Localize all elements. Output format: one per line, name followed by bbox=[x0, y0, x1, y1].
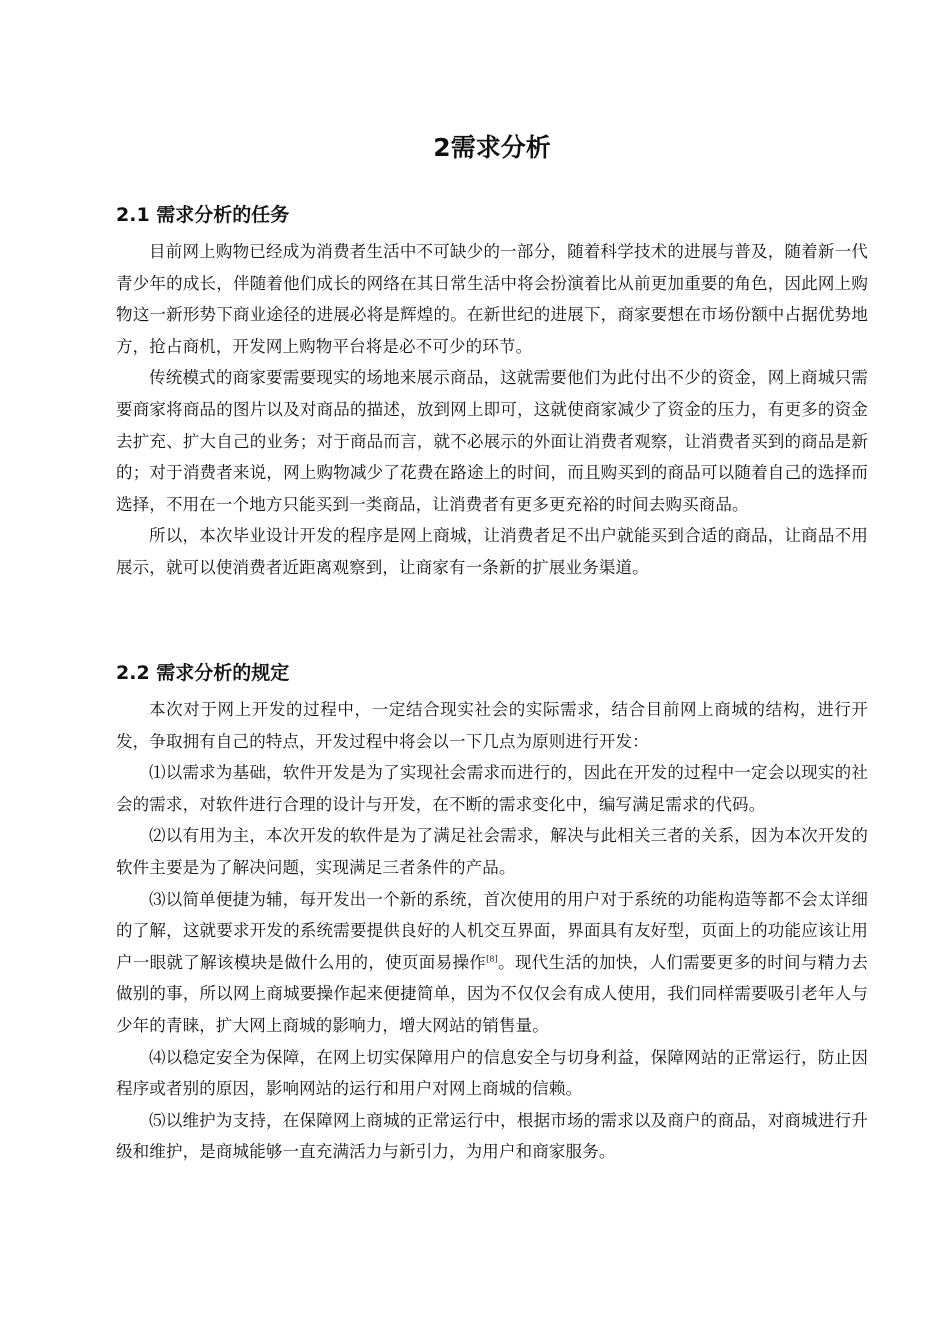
intro-paragraph: 本次对于网上开发的过程中，一定结合现实社会的实际需求，结合目前网上商城的结构，进行开发，争取拥有自己的特点，开发过程中将会以一下几点为原则进行开发： bbox=[116, 700, 868, 751]
paragraph: 目前网上购物已经成为消费者生活中不可缺少的一部分，随着科学技术的进展与普及，随着新一代青少年的成长，伴随着他们成长的网络在其日常生活中将会扮演着比从前更加重要的角色，因此网上购物这一新形势下商业途径的进展必将是辉煌的。在新世纪的进展下，商家要想在市场份额中占据优势地方，抢占商机，开发网上购物平台将是必不可少的环节。 bbox=[116, 242, 868, 356]
principle-item-4: ⑷以稳定安全为保障，在网上切实保障用户的信息安全与切身利益，保障网站的正常运行，防止因程序或者别的原因，影响网站的运行和用户对网上商城的信赖。 bbox=[116, 1047, 868, 1099]
principle-item-1: ⑴以需求为基础，软件开发是为了实现社会需求而进行的，因此在开发的过程中一定会以现实的社会的需求，对软件进行合理的设计与开发，在不断的需求变化中，编写满足需求的代码。 bbox=[116, 763, 868, 814]
chapter-title: 2需求分析 bbox=[433, 133, 551, 162]
section-2-2 bbox=[116, 658, 868, 1168]
paragraph: 传统模式的商家要需要现实的场地来展示商品，这就需要他们为此付出不少的资金，网上商城只需要商家将商品的图片以及对商品的描述，放到网上即可，这就使商家减少了资金的压力，有更多的资金去扩充、扩大自己的业务；对于商品而言，就不必展示的外面让消费者观察，让消费者买到的商品是新的；对于消费者来说，网上购物减少了花费在路途上的时间，而且购买到的商品可以随着自己的选择而选择，不用在一个地方只能买到一类商品，让消费者有更多更充裕的时间去购买商品。 bbox=[116, 368, 868, 514]
principle-item-5: ⑸以维护为支持，在保障网上商城的正常运行中，根据市场的需求以及商户的商品，对商城进行升级和维护，是商城能够一直充满活力与新引力，为用户和商家服务。 bbox=[116, 1110, 868, 1162]
citation-marker: [8] bbox=[486, 954, 498, 964]
principle-item-3-text-after: 。现代生活的加快，人们需要更多的时间与精力去做别的事，所以网上商城要操作起来便捷简单，因为不仅仅会有成人使用，我们同样需要吸引老年人与少年的青睐，扩大网上商城的影响力，增大网站的销售量。 bbox=[116, 952, 868, 1035]
principle-item-3-text-before: ⑶以简单便捷为辅，每开发出一个新的系统，首次使用的用户对于系统的功能构造等都不会太详细的了解，这就要求开发的系统需要提供良好的人机交互界面，界面具有友好型，页面上的功能应该让用户一眼就了解该模块是做什么用的，使页面易操作 bbox=[116, 889, 868, 972]
principle-item-3 bbox=[116, 884, 868, 1042]
paragraph: 所以，本次毕业设计开发的程序是网上商城，让消费者足不出户就能买到合适的商品，让商品不用展示，就可以使消费者近距离观察到，让商家有一条新的扩展业务渠道。 bbox=[116, 526, 868, 577]
principle-item-2: ⑵以有用为主，本次开发的软件是为了满足社会需求，解决与此相关三者的关系，因为本次开发的软件主要是为了解决问题，实现满足三者条件的产品。 bbox=[116, 826, 868, 877]
section-heading-2-1: 2.1 需求分析的任务 bbox=[116, 204, 290, 226]
section-heading-2-2: 2.2 需求分析的规定 bbox=[116, 662, 290, 684]
section-2-1 bbox=[116, 200, 868, 584]
